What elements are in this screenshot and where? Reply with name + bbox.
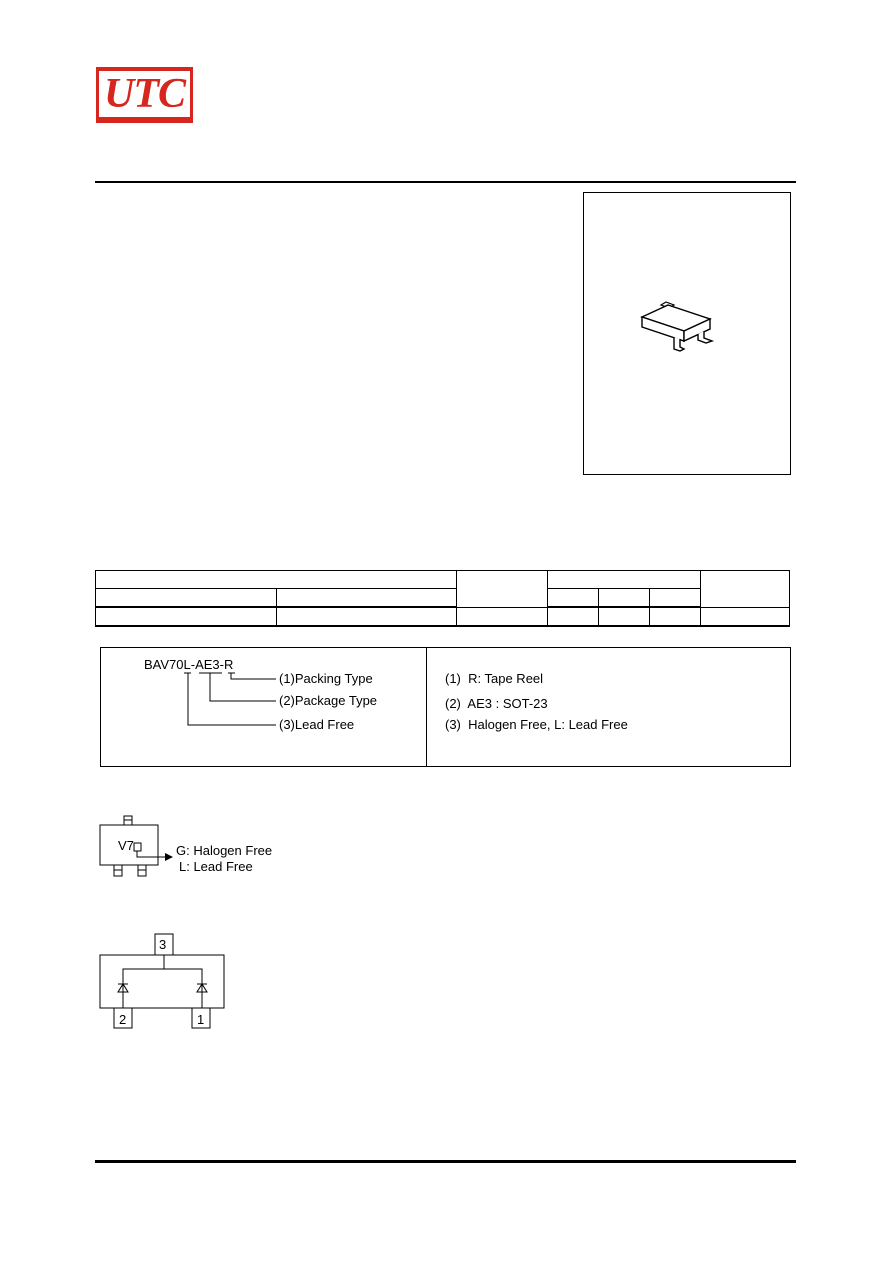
pin-2-label: 2 <box>119 1012 127 1027</box>
code-leader-lines <box>101 648 426 766</box>
pin-3-label: 3 <box>159 937 167 952</box>
marking-g-label: G: Halogen Free <box>176 843 273 858</box>
package-image-box <box>583 192 791 475</box>
utc-logo <box>96 67 193 123</box>
ordering-code-box <box>100 647 791 767</box>
marking-l-label: L: Lead Free <box>179 859 253 874</box>
definition-2: (2) AE3 : SOT-23 <box>445 696 548 711</box>
logo-text: UTC <box>104 71 185 117</box>
definition-1: (1) R: Tape Reel <box>445 671 544 686</box>
marking-code: V7 <box>118 838 134 853</box>
ordering-info-table <box>95 570 790 627</box>
label-packing-type: (1)Packing Type <box>279 671 373 686</box>
definition-3: (3) Halogen Free, L: Lead Free <box>445 717 628 732</box>
table-row <box>96 607 790 626</box>
label-lead-free: (3)Lead Free <box>279 717 355 732</box>
sot23-package-icon <box>584 193 792 476</box>
header-rule <box>95 181 796 183</box>
label-package-type: (2)Package Type <box>279 693 378 708</box>
pin-1-label: 1 <box>197 1012 205 1027</box>
table-row <box>96 589 790 608</box>
footer-rule <box>95 1160 796 1163</box>
part-number: BAV70L-AE3-R <box>144 657 234 672</box>
table-row <box>96 571 790 589</box>
